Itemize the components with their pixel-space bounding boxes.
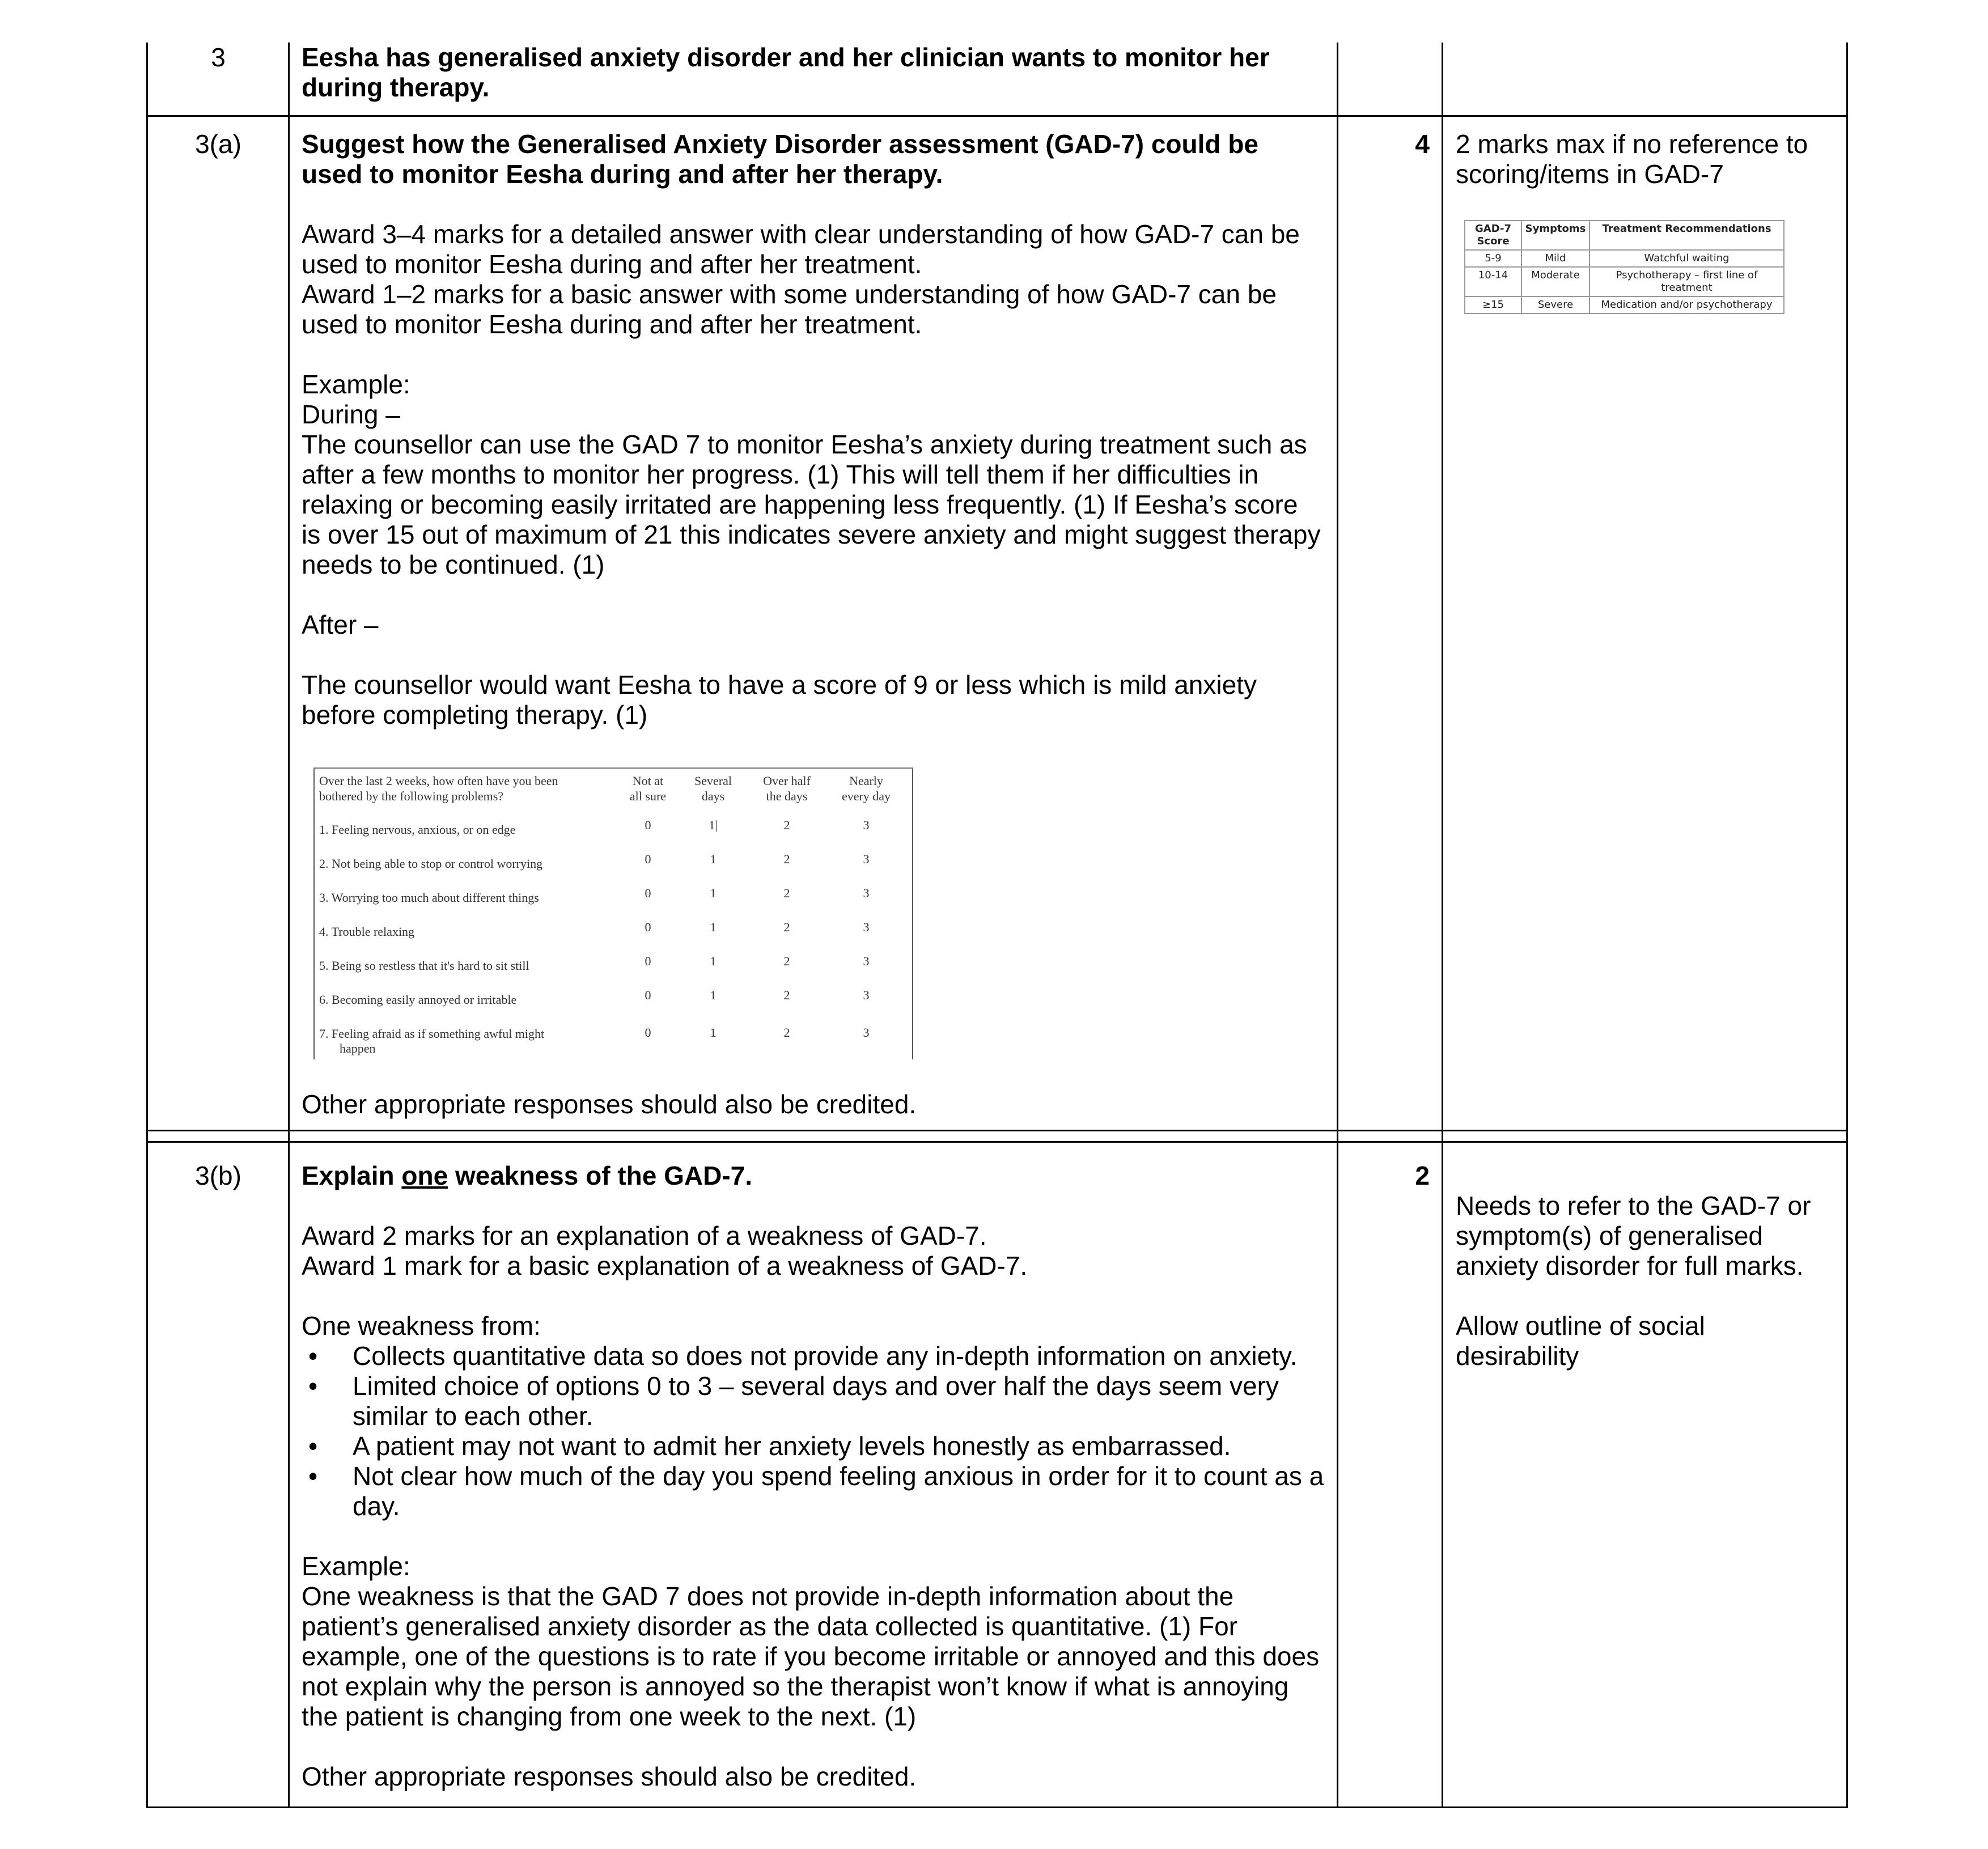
score-value: 0 (645, 954, 651, 968)
header-line: the days (766, 789, 808, 803)
table-header: GAD-7 Score (1465, 220, 1521, 250)
guidance-text: scoring/items in GAD-7 (1456, 159, 1724, 189)
weakness-item: • Collects quantitative data so does not provide any in-depth information on anxiety. (302, 1341, 1328, 1371)
score-value: 2 (783, 886, 790, 900)
questionnaire-item: 2. Not being able to stop or control worrying (319, 856, 543, 871)
header-line: days (701, 789, 725, 803)
table-border-right (1846, 43, 1848, 1808)
marks-3a: 4 (1415, 129, 1430, 159)
score-value: 3 (863, 1025, 870, 1040)
example-text: The counsellor can use the GAD 7 to monitor Eesha’s anxiety during treatment such as (302, 430, 1307, 459)
header-line: Several (694, 774, 732, 788)
column-header-several-days (685, 773, 741, 804)
award-text: Award 1–2 marks for a basic answer with some understanding of how GAD-7 can be (302, 279, 1277, 309)
example-text: not explain why the person is annoyed so the therapist won’t know if what is annoying (302, 1672, 1289, 1701)
score-value: 1 (710, 954, 717, 968)
answer-3a (302, 129, 1328, 730)
example-text: after a few months to monitor her progress. (1) This will tell them if her difficulties in (302, 460, 1259, 489)
table-border-left (146, 43, 148, 1808)
table-cell: Mild (1521, 250, 1589, 267)
header-line: every day (841, 789, 891, 803)
table-cell: Psychotherapy – first line of treatment (1589, 267, 1784, 296)
table-cell: 10-14 (1465, 267, 1521, 296)
column-divider-1 (288, 43, 290, 1808)
questionnaire-item: 1. Feeling nervous, anxious, or on edge (319, 822, 516, 837)
marks-3b: 2 (1415, 1161, 1430, 1190)
weakness-item: • Limited choice of options 0 to 3 – several days and over half the days seem very similar to each other. (302, 1371, 1328, 1431)
score-value: 1 (710, 988, 717, 1002)
column-header-not-at-all (620, 773, 676, 804)
score-value: 1 (710, 852, 717, 866)
gad7-questionnaire (313, 767, 913, 1059)
score-value: 0 (645, 886, 651, 900)
column-divider-3 (1442, 43, 1443, 1808)
score-value: 3 (863, 988, 870, 1002)
score-value: 1 (710, 886, 717, 900)
example-text: before completing therapy. (1) (302, 700, 648, 730)
header-line: Not at (632, 774, 664, 788)
during-label: During – (302, 400, 400, 429)
table-cell: ≥15 (1465, 296, 1521, 313)
other-responses-3a: Other appropriate responses should also be credited. (302, 1089, 917, 1119)
answer-3b (302, 1161, 1328, 1792)
table-cell: 5-9 (1465, 250, 1521, 267)
question-text-underlined: one (401, 1161, 448, 1190)
after-label: After – (302, 610, 379, 639)
weakness-item: • A patient may not want to admit her anxiety levels honestly as embarrassed. (302, 1431, 1328, 1461)
guidance-text: desirability (1456, 1341, 1579, 1371)
column-header-over-half (753, 773, 821, 804)
score-value: 2 (783, 954, 790, 968)
question-stem (302, 43, 1328, 103)
award-text: used to monitor Eesha during and after her treatment. (302, 309, 922, 339)
example-text: the patient is changing from one week to the next. (1) (302, 1702, 917, 1731)
score-value: 0 (645, 920, 651, 934)
table-header: Symptoms (1521, 220, 1589, 250)
example-label: Example: (302, 1551, 410, 1581)
score-value: 0 (645, 1025, 651, 1040)
header-line: Nearly (849, 774, 883, 788)
guidance-text: Allow outline of social (1456, 1311, 1705, 1341)
score-value: 3 (863, 852, 870, 866)
questionnaire-item: 7. Feeling afraid as if something awful might (319, 1027, 545, 1041)
score-value: 2 (783, 920, 790, 934)
questionnaire-item: 4. Trouble relaxing (319, 924, 415, 939)
questionnaire-prompt (319, 773, 614, 804)
row-divider-3a-bottom-1 (146, 1130, 1848, 1131)
award-text: Award 1 mark for a basic explanation of a weakness of GAD-7. (302, 1251, 1028, 1280)
score-value: 1 (710, 1025, 717, 1040)
example-text: example, one of the questions is to rate if you become irritable or annoyed and this does (302, 1642, 1320, 1671)
gad7-treatment-table (1464, 220, 1784, 314)
stem-line: Eesha has generalised anxiety disorder and her clinician wants to monitor her (302, 43, 1270, 72)
award-text: used to monitor Eesha during and after her treatment. (302, 249, 922, 279)
table-border-bottom (146, 1806, 1848, 1808)
header-line: Over half (763, 774, 811, 788)
question-text (302, 1161, 1328, 1191)
score-value: 0 (645, 988, 651, 1002)
table-cell: Medication and/or psychotherapy (1589, 296, 1784, 313)
header-line: all sure (629, 789, 667, 803)
guidance-text: anxiety disorder for full marks. (1456, 1251, 1804, 1280)
score-value: 2 (783, 818, 790, 832)
score-value: 3 (863, 920, 870, 934)
questionnaire-item-continuation: happen (340, 1041, 376, 1055)
guidance-3b (1456, 1191, 1841, 1371)
example-text: One weakness is that the GAD 7 does not provide in-depth information about the (302, 1581, 1234, 1611)
guidance-text: symptom(s) of generalised (1456, 1221, 1763, 1250)
prompt-line: bothered by the following problems? (319, 789, 504, 803)
questionnaire-item: 3. Worrying too much about different things (319, 890, 539, 905)
one-weakness-label: One weakness from: (302, 1311, 541, 1341)
stem-line: during therapy. (302, 73, 490, 102)
score-value: 2 (783, 852, 790, 866)
prompt-line: Over the last 2 weeks, how often have you been (319, 774, 558, 788)
score-value: 0 (645, 818, 651, 832)
score-value: 1 (710, 920, 717, 934)
weakness-item: • Not clear how much of the day you spend feeling anxious in order for it to count as a day. (302, 1461, 1328, 1521)
score-value: 0 (645, 852, 651, 866)
score-value: 2 (783, 988, 790, 1002)
example-text: is over 15 out of maximum of 21 this indicates severe anxiety and might suggest therapy (302, 520, 1321, 549)
example-text: needs to be continued. (1) (302, 550, 605, 579)
example-text: relaxing or becoming easily irritated are happening less frequently. (1) If Eesha’s score (302, 490, 1298, 519)
example-text: patient’s generalised anxiety disorder as the data collected is quantitative. (1) For (302, 1611, 1237, 1641)
row-divider-3 (146, 115, 1848, 117)
question-number-3b: 3(b) (195, 1161, 241, 1190)
questionnaire-item: 6. Becoming easily annoyed or irritable (319, 993, 517, 1007)
score-value: 3 (863, 886, 870, 900)
guidance-text: 2 marks max if no reference to (1456, 129, 1808, 159)
question-text-part: Explain (302, 1161, 402, 1190)
example-text: The counsellor would want Eesha to have a score of 9 or less which is mild anxiety (302, 670, 1257, 699)
award-text: Award 3–4 marks for a detailed answer with clear understanding of how GAD-7 can be (302, 219, 1300, 249)
score-value: 2 (783, 1025, 790, 1040)
guidance-text: Needs to refer to the GAD-7 or (1456, 1191, 1811, 1220)
question-number: 3 (211, 43, 226, 72)
guidance-3a (1456, 129, 1841, 189)
question-text: used to monitor Eesha during and after her therapy. (302, 159, 943, 189)
other-responses-3b: Other appropriate responses should also be credited. (302, 1762, 917, 1791)
score-value: 1| (709, 818, 718, 832)
question-text-part: weakness of the GAD-7. (448, 1161, 752, 1190)
score-value: 3 (863, 954, 870, 968)
table-cell: Moderate (1521, 267, 1589, 296)
question-text: Suggest how the Generalised Anxiety Disorder assessment (GAD-7) could be (302, 129, 1258, 159)
score-value: 3 (863, 818, 870, 832)
table-cell: Watchful waiting (1589, 250, 1784, 267)
award-text: Award 2 marks for an explanation of a weakness of GAD-7. (302, 1221, 987, 1250)
column-header-nearly-every-day (829, 773, 903, 804)
question-number-3a: 3(a) (195, 129, 241, 159)
questionnaire-item: 5. Being so restless that it's hard to sit still (319, 959, 529, 973)
example-label: Example: (302, 370, 410, 399)
table-cell: Severe (1521, 296, 1589, 313)
table-header: Treatment Recommendations (1589, 220, 1784, 250)
row-divider-3a-bottom-2 (146, 1141, 1848, 1143)
column-divider-2 (1337, 43, 1338, 1808)
weakness-list (302, 1341, 1328, 1521)
